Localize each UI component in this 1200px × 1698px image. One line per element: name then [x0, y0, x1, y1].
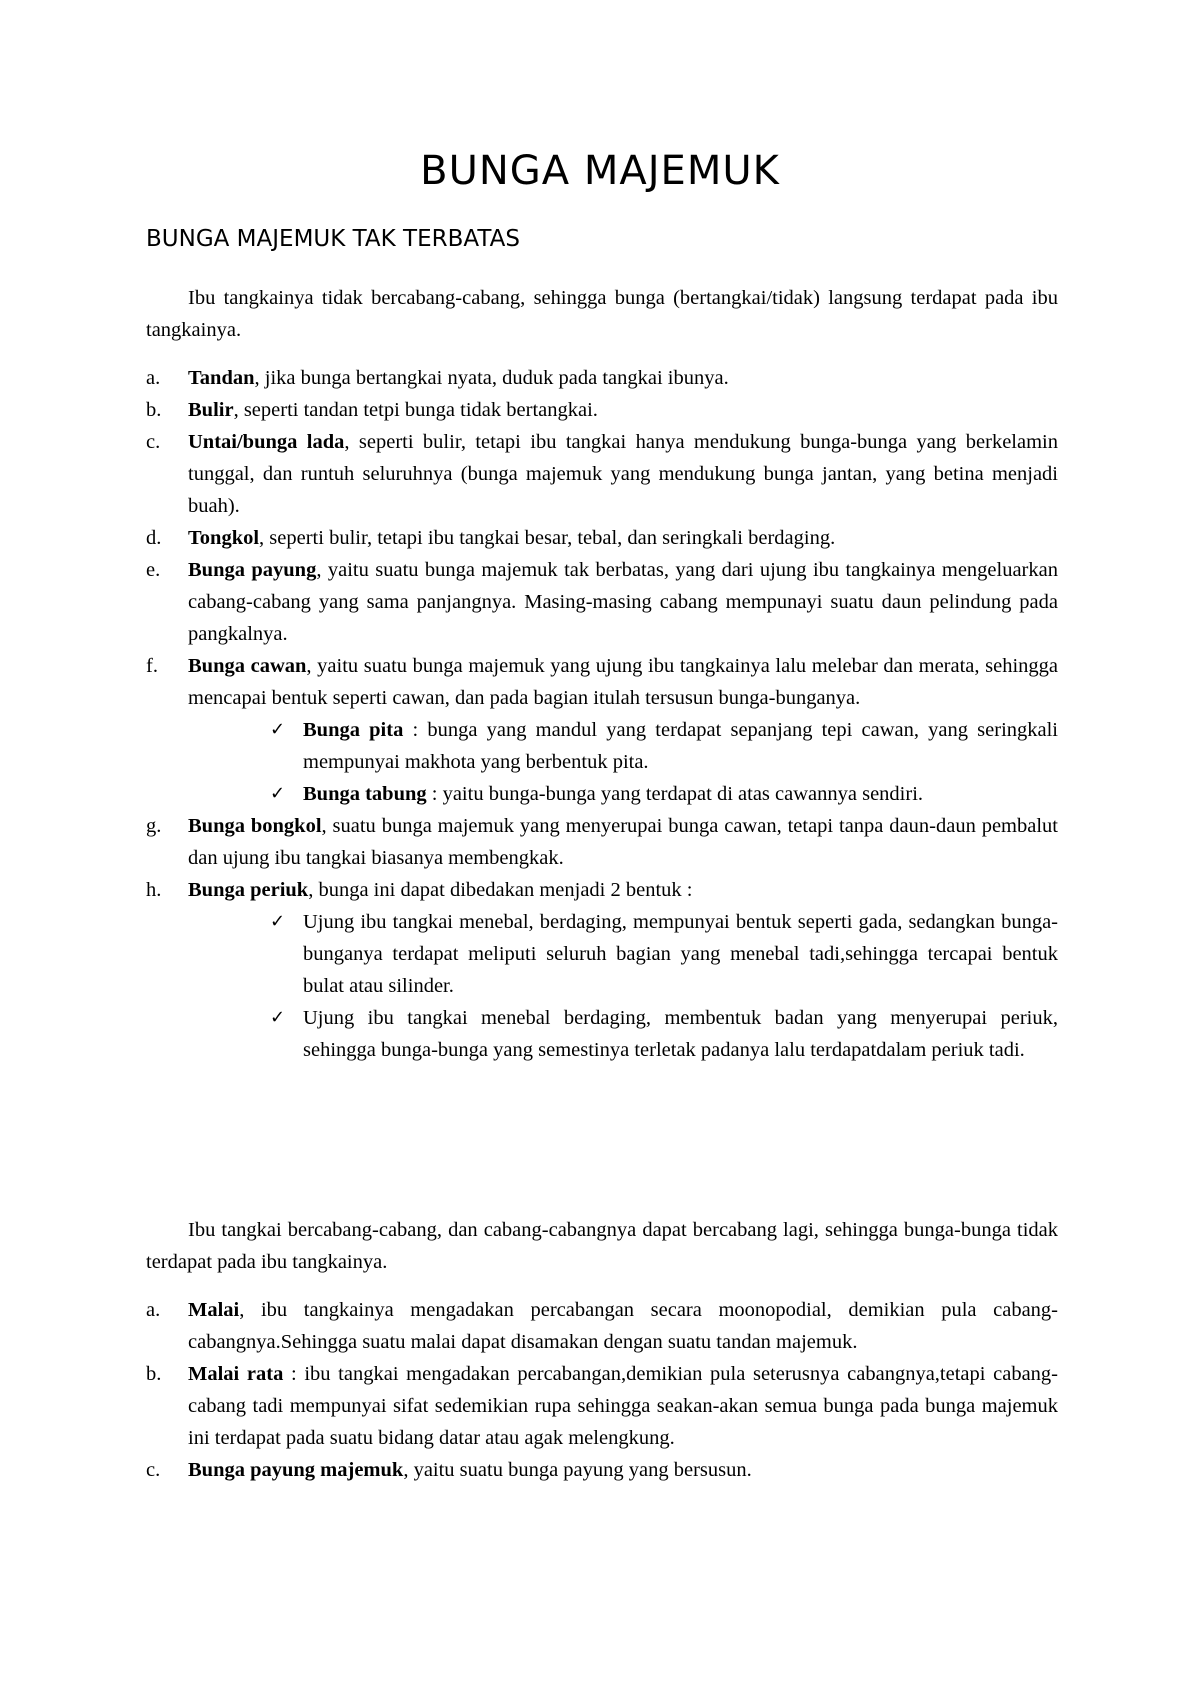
item-text: , jika bunga bertangkai nyata, duduk pada tangkai ibunya.: [254, 367, 729, 389]
list-item: [146, 650, 1058, 810]
sub-item-text: : bunga yang mandul yang terdapat sepanjang tepi cawan, yang seringkali mempunyai makhota yang berbentuk pita.: [303, 719, 1059, 773]
list-item: [146, 1294, 1058, 1358]
item-text: , bunga ini dapat dibedakan menjadi 2 bentuk :: [308, 879, 693, 901]
list-marker: a.: [146, 367, 161, 389]
sub-item-text: Ujung ibu tangkai menebal, berdaging, mempunyai bentuk seperti gada, sedangkan bunga-bunganya terdapat meliputi seluruh bagian yang menebal tadi,sehingga tercapai bentuk bulat atau silinder.: [303, 911, 1058, 997]
list-item: [146, 810, 1058, 874]
list-marker: e.: [146, 559, 161, 581]
sub-list-item: [188, 906, 1058, 1002]
item-text: : ibu tangkai mengadakan percabangan,demikian pula seterusnya cabangnya,tetapi cabang-cabang tadi mempunyai sifat sedemikian rupa sehingga seakan-akan semua bunga pada bunga majemuk ini terdapat pada suatu bidang datar atau agak melengkung.: [188, 1363, 1058, 1449]
sub-list-item: [188, 1002, 1058, 1066]
item-term: Bunga payung majemuk: [188, 1459, 404, 1481]
list-item: [146, 394, 1058, 426]
list-marker: g.: [146, 815, 162, 837]
checkmark-icon: ✓: [270, 1007, 286, 1028]
sub-list: [188, 906, 1058, 1066]
sub-item-term: Bunga pita: [303, 719, 404, 741]
sub-list-item: [188, 778, 1058, 810]
item-text: , seperti bulir, tetapi ibu tangkai besar, tebal, dan seringkali berdaging.: [259, 527, 836, 549]
item-term: Malai rata: [188, 1363, 284, 1385]
sub-list: [188, 714, 1058, 810]
list-marker: b.: [146, 399, 162, 421]
section2-body: [146, 1214, 1058, 1486]
item-text: , seperti tandan tetpi bunga tidak bertangkai.: [233, 399, 598, 421]
item-term: Untai/bunga lada: [188, 431, 345, 453]
list-item: [146, 426, 1058, 522]
section1-intro: Ibu tangkainya tidak bercabang-cabang, sehingga bunga (bertangkai/tidak) langsung terdapat pada ibu tangkainya.: [146, 287, 1058, 341]
section1-body: [146, 282, 1058, 1066]
item-term: Bunga payung: [188, 559, 317, 581]
sub-list-item: [188, 714, 1058, 778]
list-item: [146, 522, 1058, 554]
item-text: , yaitu suatu bunga majemuk tak berbatas, yang dari ujung ibu tangkainya mengeluarkan cabang-cabang yang sama panjangnya. Masing-masing cabang mempunayi suatu daun pelindung pada pangkalnya.: [188, 559, 1058, 645]
list-marker: d.: [146, 527, 162, 549]
list-item: [146, 874, 1058, 1066]
list-marker: c.: [146, 1459, 161, 1481]
list-marker: f.: [146, 655, 158, 677]
item-term: Malai: [188, 1299, 240, 1321]
section2-list: [146, 1294, 1058, 1486]
section1-list: [146, 362, 1058, 1066]
item-text: , ibu tangkainya mengadakan percabangan secara moonopodial, demikian pula cabang-cabangnya.Sehingga suatu malai dapat disamakan dengan suatu tandan majemuk.: [188, 1299, 1058, 1353]
section-heading: BUNGA MAJEMUK TAK TERBATAS: [146, 226, 520, 252]
item-term: Tongkol: [188, 527, 260, 549]
item-term: Bulir: [188, 399, 234, 421]
list-marker: h.: [146, 879, 162, 901]
sub-item-term: Bunga tabung: [303, 783, 427, 805]
list-item: [146, 1454, 1058, 1486]
checkmark-icon: ✓: [270, 911, 286, 932]
item-text: , suatu bunga majemuk yang menyerupai bunga cawan, tetapi tanpa daun-daun pembalut dan ujung ibu tangkai biasanya membengkak.: [188, 815, 1058, 869]
section2-intro: Ibu tangkai bercabang-cabang, dan cabang-cabangnya dapat bercabang lagi, sehingga bunga-bunga tidak terdapat pada ibu tangkainya.: [146, 1219, 1058, 1273]
sub-item-text: Ujung ibu tangkai menebal berdaging, membentuk badan yang menyerupai periuk, sehingga bunga-bunga yang semestinya terletak padanya lalu terdapatdalam periuk tadi.: [303, 1007, 1058, 1061]
list-item: [146, 554, 1058, 650]
page-title: BUNGA MAJEMUK: [420, 148, 780, 194]
item-term: Bunga periuk: [188, 879, 309, 901]
item-term: Tandan: [188, 367, 255, 389]
list-marker: b.: [146, 1363, 162, 1385]
list-marker: c.: [146, 431, 161, 453]
list-item: [146, 1358, 1058, 1454]
list-marker: a.: [146, 1299, 161, 1321]
checkmark-icon: ✓: [270, 783, 286, 804]
checkmark-icon: ✓: [270, 719, 286, 740]
item-term: Bunga cawan: [188, 655, 307, 677]
item-text: , yaitu suatu bunga majemuk yang ujung ibu tangkainya lalu melebar dan merata, sehingga mencapai bentuk seperti cawan, dan pada bagian itulah tersusun bunga-bunganya.: [188, 655, 1059, 709]
list-item: [146, 362, 1058, 394]
item-text: , yaitu suatu bunga payung yang bersusun.: [403, 1459, 752, 1481]
item-term: Bunga bongkol: [188, 815, 322, 837]
item-text: , seperti bulir, tetapi ibu tangkai hanya mendukung bunga-bunga yang berkelamin tunggal, dan runtuh seluruhnya (bunga majemuk yang mendukung bunga jantan, yang betina menjadi buah).: [188, 431, 1058, 517]
sub-item-text: : yaitu bunga-bunga yang terdapat di atas cawannya sendiri.: [426, 783, 924, 805]
